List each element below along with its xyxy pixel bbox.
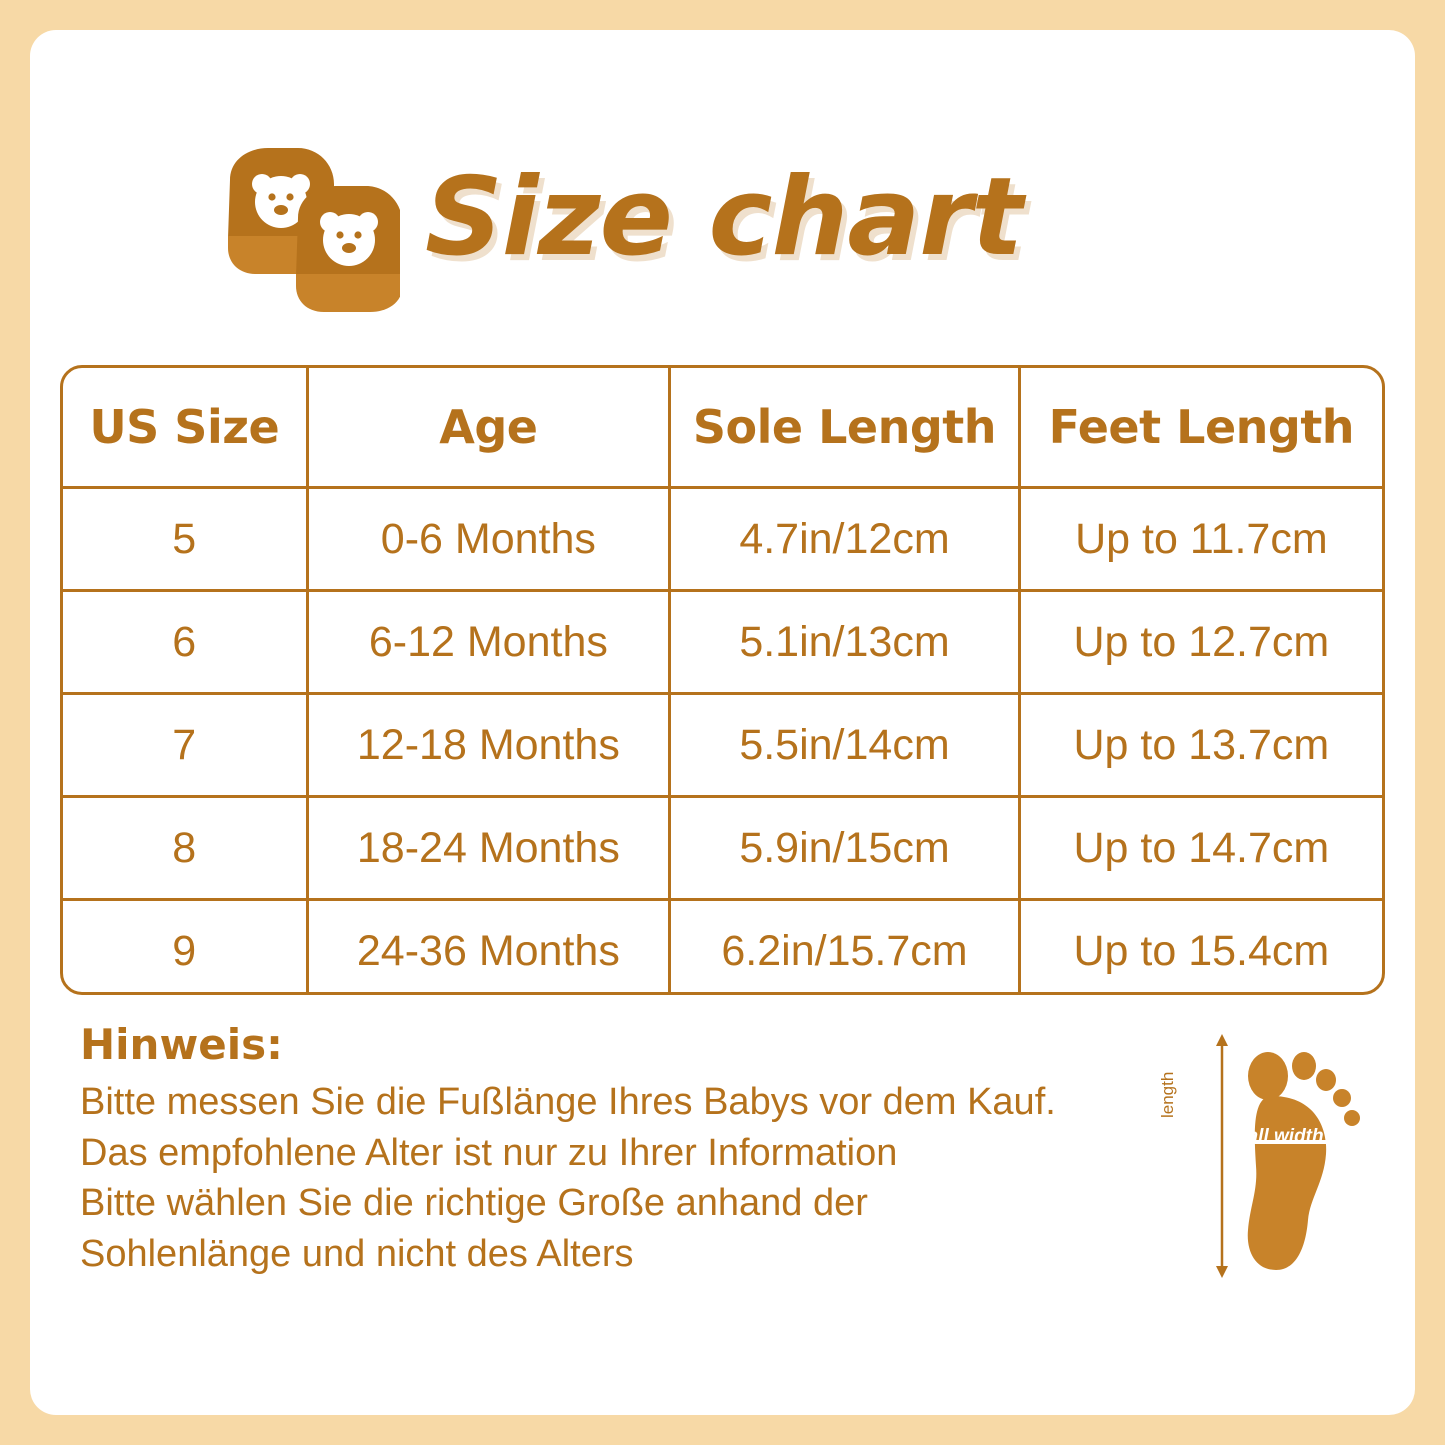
cell-feet-length: Up to 11.7cm (1019, 488, 1382, 591)
table-row (63, 797, 1382, 900)
cell-us-size: 8 (63, 797, 307, 900)
cell-age: 18-24 Months (307, 797, 670, 900)
cell-feet-length: Up to 13.7cm (1019, 694, 1382, 797)
page-title: Size chart (425, 155, 1023, 280)
length-label: length (1158, 1071, 1177, 1118)
cell-sole-length: 6.2in/15.7cm (670, 900, 1020, 996)
table-row (63, 694, 1382, 797)
cell-us-size: 6 (63, 591, 307, 694)
size-chart-card (30, 30, 1415, 1415)
cell-feet-length: Up to 14.7cm (1019, 797, 1382, 900)
size-table (60, 365, 1385, 995)
column-header-feet-length: Feet Length (1019, 368, 1382, 488)
notes-title: Hinweis: (80, 1020, 283, 1069)
note-line: Bitte messen Sie die Fußlänge Ihres Babys vor dem Kauf. (80, 1081, 1056, 1123)
column-header-us-size: US Size (63, 368, 307, 488)
cell-sole-length: 5.1in/13cm (670, 591, 1020, 694)
foot-measurement-diagram (1160, 1030, 1380, 1290)
cell-us-size: 5 (63, 488, 307, 591)
cell-feet-length: Up to 12.7cm (1019, 591, 1382, 694)
table-row (63, 488, 1382, 591)
cell-age: 6-12 Months (307, 591, 670, 694)
cell-us-size: 9 (63, 900, 307, 996)
table-header-row (63, 368, 1382, 488)
cell-sole-length: 4.7in/12cm (670, 488, 1020, 591)
cell-us-size: 7 (63, 694, 307, 797)
notes-section (80, 1020, 1160, 1279)
column-header-age: Age (307, 368, 670, 488)
ball-width-label: ball width (1236, 1126, 1324, 1147)
table-row (63, 591, 1382, 694)
cell-sole-length: 5.9in/15cm (670, 797, 1020, 900)
baby-shoes-icon (170, 140, 400, 340)
note-line: Das empfohlene Alter ist nur zu Ihrer Information (80, 1131, 898, 1174)
cell-age: 12-18 Months (307, 694, 670, 797)
header (30, 125, 1415, 365)
note-line: Sohlenlänge und nicht des Alters (80, 1232, 634, 1275)
cell-age: 24-36 Months (307, 900, 670, 996)
cell-sole-length: 5.5in/14cm (670, 694, 1020, 797)
column-header-sole-length: Sole Length (670, 368, 1020, 488)
cell-age: 0-6 Months (307, 488, 670, 591)
footprint-icon (1248, 1052, 1360, 1270)
cell-feet-length: Up to 15.4cm (1073, 926, 1330, 975)
table-row (63, 900, 1382, 996)
note-line: Bitte wählen Sie die richtige Große anhand der (80, 1182, 868, 1225)
